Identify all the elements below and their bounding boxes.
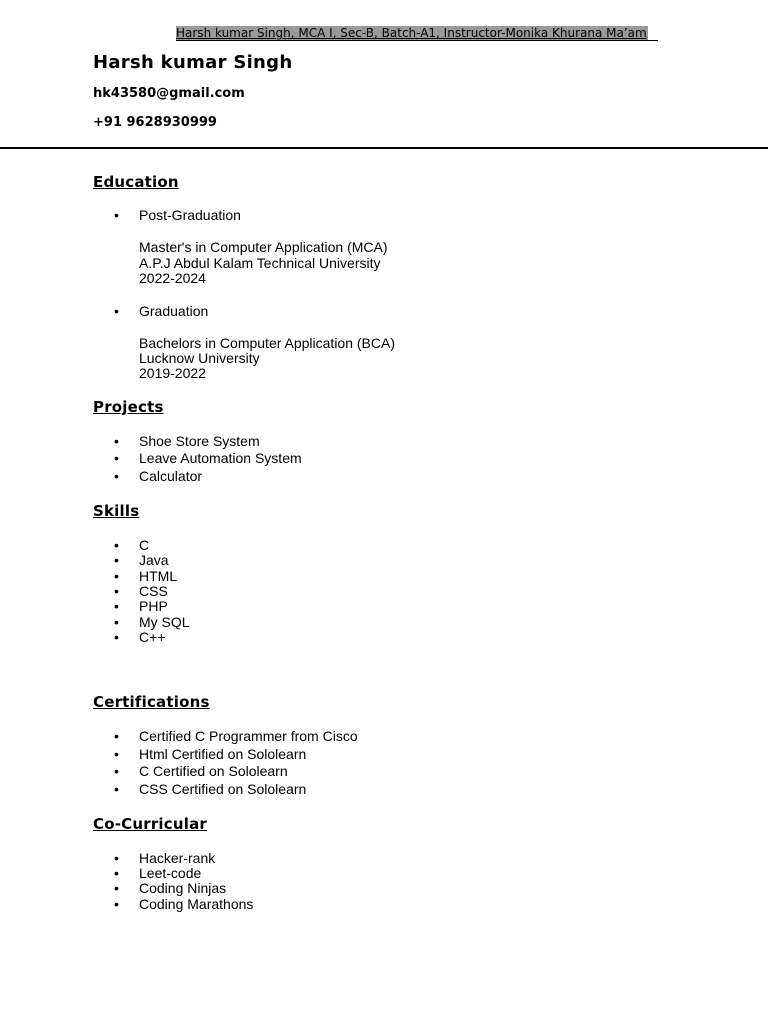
education-institution: A.P.J Abdul Kalam Technical University xyxy=(139,255,381,271)
page-header xyxy=(176,26,658,41)
bullet-icon: • xyxy=(114,880,119,896)
bullet-icon: • xyxy=(114,568,119,584)
bullet-icon: • xyxy=(114,598,119,614)
education-item-label: Graduation xyxy=(139,303,209,319)
email-text: hk43580@gmail.com xyxy=(93,86,245,101)
project-item: Shoe Store System xyxy=(139,433,260,449)
skill-item: C++ xyxy=(139,629,166,645)
project-item: Leave Automation System xyxy=(139,450,302,466)
certification-item: Html Certified on Sololearn xyxy=(139,746,307,762)
bullet-icon: • xyxy=(114,583,119,599)
bullet-icon: • xyxy=(114,468,119,484)
co-curricular-item: Hacker-rank xyxy=(139,850,216,866)
skill-item: PHP xyxy=(139,598,168,614)
co-curricular-item: Coding Ninjas xyxy=(139,880,227,896)
bullet-icon: • xyxy=(114,896,119,912)
education-institution: Lucknow University xyxy=(139,350,260,366)
bullet-icon: • xyxy=(114,450,119,466)
bullet-icon: • xyxy=(114,552,119,568)
co-curricular-item: Coding Marathons xyxy=(139,896,254,912)
bullet-icon: • xyxy=(114,728,119,744)
bullet-icon: • xyxy=(114,207,119,223)
education-years: 2022-2024 xyxy=(139,270,206,286)
skill-item: My SQL xyxy=(139,614,190,630)
bullet-icon: • xyxy=(114,746,119,762)
candidate-name: Harsh kumar Singh xyxy=(93,52,293,73)
bullet-icon: • xyxy=(114,433,119,449)
co-curricular-heading: Co-Curricular xyxy=(93,815,207,833)
skills-heading: Skills xyxy=(93,502,140,520)
certification-item: C Certified on Sololearn xyxy=(139,763,288,779)
education-degree: Bachelors in Computer Application (BCA) xyxy=(139,335,396,351)
bullet-icon: • xyxy=(114,865,119,881)
bullet-icon: • xyxy=(114,629,119,645)
projects-heading: Projects xyxy=(93,398,164,416)
skill-item: Java xyxy=(139,552,169,568)
education-degree: Master's in Computer Application (MCA) xyxy=(139,239,388,255)
certification-item: Certified C Programmer from Cisco xyxy=(139,728,358,744)
project-item: Calculator xyxy=(139,468,203,484)
page-header-text: Harsh kumar Singh, MCA I, Sec-B, Batch-A1, Instructor-Monika Khurana Ma’am xyxy=(176,26,647,40)
phone-text: +91 9628930999 xyxy=(93,115,217,130)
bullet-icon: • xyxy=(114,537,119,553)
education-item-label: Post-Graduation xyxy=(139,207,241,223)
bullet-icon: • xyxy=(114,303,119,319)
header-divider xyxy=(0,147,768,149)
bullet-icon: • xyxy=(114,850,119,866)
skill-item: HTML xyxy=(139,568,178,584)
education-years: 2019-2022 xyxy=(139,365,206,381)
skill-item: C xyxy=(139,537,150,553)
education-heading: Education xyxy=(93,173,179,191)
bullet-icon: • xyxy=(114,781,119,797)
bullet-icon: • xyxy=(114,614,119,630)
skill-item: CSS xyxy=(139,583,168,599)
certification-item: CSS Certified on Sololearn xyxy=(139,781,307,797)
co-curricular-item: Leet-code xyxy=(139,865,202,881)
certifications-heading: Certifications xyxy=(93,693,210,711)
bullet-icon: • xyxy=(114,763,119,779)
